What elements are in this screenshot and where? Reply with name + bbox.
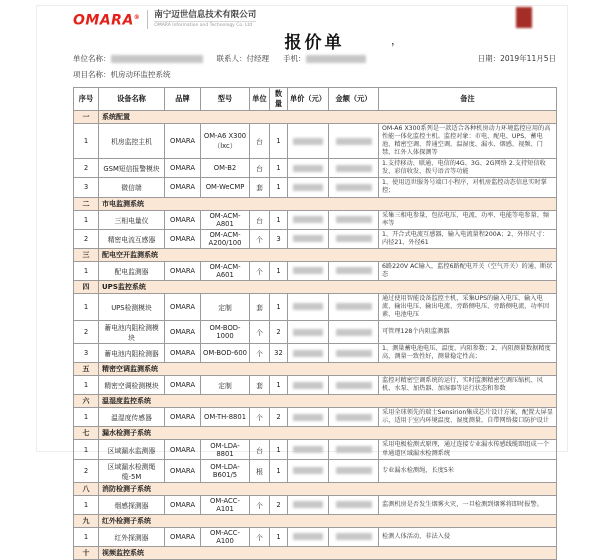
cell-index: 1 (74, 210, 99, 229)
cell-quantity: 1 (270, 440, 288, 459)
section-number: 六 (74, 395, 99, 408)
cell-device-name: 微信端 (99, 178, 165, 197)
cell-amount-redacted (336, 184, 372, 191)
cell-device-name: GSM短信报警模块 (99, 159, 165, 178)
cell-model: OM-BOD-1000 (201, 321, 250, 344)
section-title: 视频监控系统 (99, 546, 557, 559)
cell-brand: OMARA (165, 440, 201, 459)
cell-unit: 台 (250, 440, 270, 459)
section-title: 市电监测系统 (99, 197, 557, 210)
cell-index: 3 (74, 344, 99, 363)
table-row (74, 344, 557, 363)
cell-unit-price (288, 321, 329, 344)
cell-amount (329, 178, 379, 197)
cell-index: 1 (74, 495, 99, 514)
cell-unit-price-redacted (293, 329, 323, 336)
cell-device-name: 配电监测器 (99, 261, 165, 280)
cell-unit-price-redacted (293, 165, 323, 172)
cell-remark: 检测人体活动、非法入侵 (379, 527, 557, 546)
cell-amount (329, 459, 379, 482)
section-title: 精密空调监测系统 (99, 363, 557, 376)
cell-amount-redacted (336, 382, 372, 389)
cell-quantity: 1 (270, 159, 288, 178)
cell-index: 1 (74, 376, 99, 395)
table-row (74, 178, 557, 197)
cell-device-name: 机房监控主机 (99, 124, 165, 159)
cell-quantity: 1 (270, 293, 288, 320)
cell-unit-price-redacted (293, 138, 323, 145)
cell-unit-price-redacted (293, 382, 323, 389)
cell-amount (329, 344, 379, 363)
cell-device-name: 温湿度传感器 (99, 408, 165, 427)
cell-amount (329, 321, 379, 344)
cell-unit-price (288, 178, 329, 197)
cell-unit: 个 (250, 229, 270, 248)
cell-amount-redacted (336, 414, 372, 421)
cell-unit-price (288, 210, 329, 229)
cell-unit: 台 (250, 159, 270, 178)
cell-unit-price-redacted (293, 533, 323, 540)
company-value-redacted (111, 55, 203, 63)
table-header-row (74, 88, 557, 111)
cell-device-name: UPS检测模块 (99, 293, 165, 320)
section-number: 五 (74, 363, 99, 376)
cell-remark: 可管理128个内阻监测器 (379, 321, 557, 344)
cell-amount-redacted (336, 533, 372, 540)
cell-unit-price (288, 344, 329, 363)
cell-brand: OMARA (165, 376, 201, 395)
column-header-8: 备注 (379, 88, 557, 111)
cell-amount (329, 261, 379, 280)
section-number: 二 (74, 197, 99, 210)
cell-index: 1 (74, 261, 99, 280)
project-value: 机房动环监控系统 (110, 70, 171, 79)
section-number: 一 (74, 111, 99, 124)
cell-amount-redacted (336, 501, 372, 508)
cell-model: OM-BOD-600 (201, 344, 250, 363)
cell-quantity: 1 (270, 376, 288, 395)
cell-quantity: 1 (270, 210, 288, 229)
table-row (74, 261, 557, 280)
company-name-block (154, 10, 256, 29)
company-name-en: OMARA Information and Technology Co. Ltd (154, 21, 256, 29)
cell-quantity: 3 (270, 229, 288, 248)
cell-device-name: 区域漏水检测绳缆-5M (99, 459, 165, 482)
cell-amount (329, 159, 379, 178)
cell-unit-price (288, 376, 329, 395)
cell-index: 1 (74, 293, 99, 320)
cell-unit-price-redacted (293, 414, 323, 421)
cell-unit-price-redacted (293, 467, 323, 474)
section-row (74, 427, 557, 440)
ink-mark: ， (391, 34, 402, 47)
cell-index: 2 (74, 229, 99, 248)
section-row (74, 514, 557, 527)
cell-brand: OMARA (165, 344, 201, 363)
cell-unit: 套 (250, 293, 270, 320)
section-number: 九 (74, 514, 99, 527)
cell-quantity: 1 (270, 459, 288, 482)
table-row (74, 459, 557, 482)
document-header (73, 10, 556, 53)
cell-unit: 个 (250, 321, 270, 344)
cell-device-name: 烟感探测器 (99, 495, 165, 514)
cell-brand: OMARA (165, 527, 201, 546)
cell-device-name: 精密空调检测模块 (99, 376, 165, 395)
cell-amount (329, 124, 379, 159)
cell-remark: 采用电极检测式原理，通过连接专业漏水传感线缆即组成一个单通道区域漏水检测系统 (379, 440, 557, 459)
section-title: UPS监控系统 (99, 280, 557, 293)
cell-remark: 监测机房是否发生烟雾火灾，一旦检测到烟雾将即时报警。 (379, 495, 557, 514)
cell-unit: 套 (250, 376, 270, 395)
omara-logo-text: OMARA® (73, 12, 141, 29)
cell-index: 2 (74, 159, 99, 178)
column-header-0: 序号 (74, 88, 99, 111)
section-title: 漏水检测子系统 (99, 427, 557, 440)
table-row (74, 527, 557, 546)
column-header-6: 单价（元） (288, 88, 329, 111)
cell-brand: OMARA (165, 408, 201, 427)
section-row (74, 363, 557, 376)
quotation-document (73, 10, 556, 560)
cell-device-name: 蓄电池内阻检测器 (99, 344, 165, 363)
section-row (74, 197, 557, 210)
cell-remark: OM-A6 X300系列是一款适合各种机房动力环境监控应用的高性能一体化监控主机。监控对象：市电、配电、UPS、蓄电池、精密空调、普通空调、温湿度、漏水、烟感、视频、门禁、红外人体探测等 (379, 124, 557, 159)
column-header-4: 单位 (250, 88, 270, 111)
section-row (74, 395, 557, 408)
cell-index: 1 (74, 408, 99, 427)
section-title: 消防检测子系统 (99, 482, 557, 495)
section-title: 系统配置 (99, 111, 557, 124)
cell-quantity: 1 (270, 527, 288, 546)
cell-quantity: 2 (270, 495, 288, 514)
cell-unit: 个 (250, 344, 270, 363)
cell-brand: OMARA (165, 229, 201, 248)
cell-quantity: 2 (270, 321, 288, 344)
cell-unit-price-redacted (293, 501, 323, 508)
cell-unit-price-redacted (293, 303, 323, 310)
cell-amount-redacted (336, 267, 372, 274)
cell-unit-price (288, 459, 329, 482)
contact-label: 联系人： (216, 54, 247, 63)
table-row (74, 124, 557, 159)
cell-index: 3 (74, 178, 99, 197)
section-row (74, 248, 557, 261)
cell-model: 定制 (201, 293, 250, 320)
cell-remark: 1、测量蓄电池电压、温度、内阻参数；2、内阻测量数据精度高，测量一致性好，测量稳定性高； (379, 344, 557, 363)
phone-label: 手机： (283, 54, 306, 63)
cell-model: OM-TH-8801 (201, 408, 250, 427)
cell-amount-redacted (336, 165, 372, 172)
cell-unit-price (288, 293, 329, 320)
section-row (74, 546, 557, 559)
page-title: 报价单 (284, 33, 345, 53)
cell-model: OM-LDA-B601/5 (201, 459, 250, 482)
cell-unit-price-redacted (293, 184, 323, 191)
cell-amount-redacted (336, 216, 372, 223)
cell-remark: 1、开合式电流互感器，输入电流量程200A；2、外形尺寸：内径21、外径61 (379, 229, 557, 248)
red-stamp (516, 7, 532, 28)
cell-remark: 监控对精密空调系统的运行，实时监测精密空调压缩机、风机、水泵、加热器、加湿器等运行状态和参数 (379, 376, 557, 395)
cell-unit-price (288, 124, 329, 159)
cell-brand: OMARA (165, 210, 201, 229)
cell-unit: 套 (250, 178, 270, 197)
section-title: 红外检测子系统 (99, 514, 557, 527)
cell-unit-price (288, 159, 329, 178)
table-row (74, 159, 557, 178)
table-row (74, 293, 557, 320)
cell-unit-price (288, 527, 329, 546)
cell-brand: OMARA (165, 261, 201, 280)
cell-index: 2 (74, 321, 99, 344)
cell-model: OM-LDA-8801 (201, 440, 250, 459)
cell-amount-redacted (336, 329, 372, 336)
cell-device-name: 红外探测器 (99, 527, 165, 546)
cell-amount (329, 229, 379, 248)
cell-unit: 个 (250, 261, 270, 280)
cell-unit: 台 (250, 124, 270, 159)
cell-remark: 6路220V AC输入，监控6路配电开关（空气开关）的通、断状态 (379, 261, 557, 280)
section-number: 八 (74, 482, 99, 495)
date-field: 日期：2019年11月5日 (477, 54, 556, 63)
cell-amount (329, 293, 379, 320)
cell-device-name: 三相电量仪 (99, 210, 165, 229)
cell-brand: OMARA (165, 159, 201, 178)
section-number: 四 (74, 280, 99, 293)
cell-device-name: 精密电流互感器 (99, 229, 165, 248)
section-number: 七 (74, 427, 99, 440)
cell-quantity: 32 (270, 344, 288, 363)
cell-remark: 通过使用智能设备监控主机，采集UPS的输入电压、输入电流、输出电压、输出电流、旁路侧电压、旁路侧电流、功率因素、电池电压 (379, 293, 557, 320)
cell-brand: OMARA (165, 124, 201, 159)
table-row (74, 229, 557, 248)
company-label: 单位名称： (73, 54, 111, 63)
cell-remark: 采集三相电参量，包括电压、电流、功率、电能等电参量、频率等 (379, 210, 557, 229)
cell-unit-price-redacted (293, 267, 323, 274)
cell-model: OM-ACC-A101 (201, 495, 250, 514)
cell-amount-redacted (336, 303, 372, 310)
cell-model: OM-WeCMP (201, 178, 250, 197)
quote-table (73, 87, 557, 560)
cell-unit-price (288, 229, 329, 248)
table-row (74, 376, 557, 395)
cell-model: OM-B2 (201, 159, 250, 178)
phone-value-redacted (306, 55, 366, 63)
column-header-7: 金额（元） (329, 88, 379, 111)
cell-quantity: 1 (270, 178, 288, 197)
table-row (74, 408, 557, 427)
cell-model: OM-ACM-A801 (201, 210, 250, 229)
cell-remark: 采用全球领先的瑞士Sensirion集成芯片设计方案，配置大屏显示，适用于室内环境温度、湿度测量，自带网络接口防护设计 (379, 408, 557, 427)
cell-index: 2 (74, 459, 99, 482)
cell-model: 定制 (201, 376, 250, 395)
cell-unit: 个 (250, 495, 270, 514)
cell-index: 1 (74, 440, 99, 459)
cell-amount (329, 210, 379, 229)
cell-quantity: 1 (270, 124, 288, 159)
cell-amount (329, 376, 379, 395)
cell-remark: 1、使用迈世服务号端口小程序，对机房监控动态信息实时掌控； (379, 178, 557, 197)
cell-model: OM-ACC-A100 (201, 527, 250, 546)
cell-amount-redacted (336, 138, 372, 145)
cell-brand: OMARA (165, 178, 201, 197)
cell-device-name: 区域漏水监测器 (99, 440, 165, 459)
cell-index: 1 (74, 124, 99, 159)
company-name-cn: 南宁迈世信息技术有限公司 (154, 10, 257, 20)
cell-brand: OMARA (165, 321, 201, 344)
cell-remark: 1.支持移动、联通、电信的4G、3G、2G网络 2.支持短信收发、彩信收发、拨号语音等功能 (379, 159, 557, 178)
section-row (74, 280, 557, 293)
cell-index: 1 (74, 527, 99, 546)
cell-unit-price-redacted (293, 235, 323, 242)
cell-model: OM-A6 X300（lxc） (201, 124, 250, 159)
column-header-5: 数量 (270, 88, 288, 111)
meta-row-1 (73, 53, 556, 64)
cell-unit: 台 (250, 210, 270, 229)
quote-table-body (74, 88, 557, 560)
cell-amount-redacted (336, 235, 372, 242)
section-row (74, 482, 557, 495)
cell-amount-redacted (336, 350, 372, 357)
registered-icon: ® (133, 14, 141, 21)
table-row (74, 321, 557, 344)
cell-model: OM-ACM-A601 (201, 261, 250, 280)
cell-brand: OMARA (165, 495, 201, 514)
table-row (74, 210, 557, 229)
cell-unit: 个 (250, 527, 270, 546)
project-label: 项目名称： (73, 70, 111, 79)
cell-unit: 根 (250, 459, 270, 482)
cell-unit: 个 (250, 408, 270, 427)
column-header-2: 品牌 (165, 88, 201, 111)
cell-amount (329, 408, 379, 427)
section-title: 配电空开监测系统 (99, 248, 557, 261)
column-header-3: 型号 (201, 88, 250, 111)
cell-amount (329, 495, 379, 514)
cell-quantity: 2 (270, 408, 288, 427)
cell-unit-price (288, 261, 329, 280)
cell-unit-price (288, 495, 329, 514)
table-row (74, 495, 557, 514)
cell-model: OM-ACM-A200/100 (201, 229, 250, 248)
cell-remark: 专业漏水检测绳，长度5米 (379, 459, 557, 482)
cell-unit-price-redacted (293, 216, 323, 223)
meta-row-2 (73, 69, 556, 80)
logo (73, 10, 556, 29)
cell-quantity: 1 (270, 261, 288, 280)
cell-brand: OMARA (165, 459, 201, 482)
cell-amount (329, 527, 379, 546)
date-value: 2019年11月5日 (500, 54, 556, 63)
logo-divider (147, 10, 148, 29)
cell-unit-price (288, 408, 329, 427)
section-title: 温湿度监控系统 (99, 395, 557, 408)
cell-unit-price-redacted (293, 350, 323, 357)
section-row (74, 111, 557, 124)
section-number: 十 (74, 546, 99, 559)
column-header-1: 设备名称 (99, 88, 165, 111)
cell-amount-redacted (336, 467, 372, 474)
section-number: 三 (74, 248, 99, 261)
cell-brand: OMARA (165, 293, 201, 320)
contact-value: 付经理 (246, 54, 269, 63)
cell-device-name: 蓄电池内阻检测模块 (99, 321, 165, 344)
